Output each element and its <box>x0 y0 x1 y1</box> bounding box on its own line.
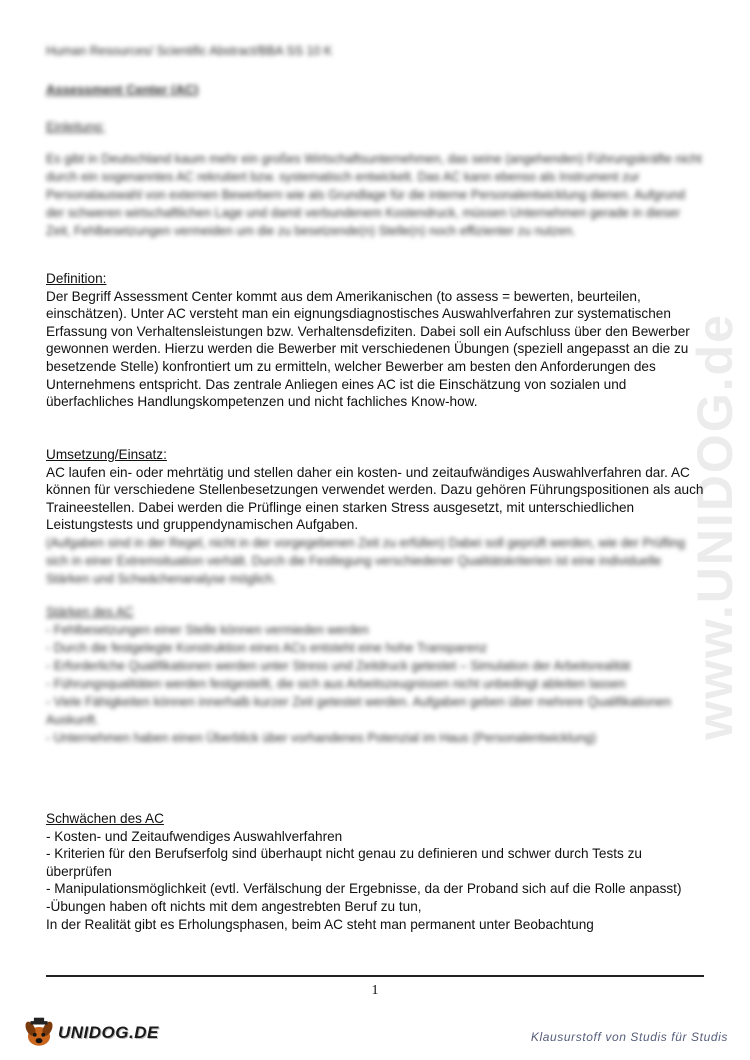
dog-icon <box>22 1016 56 1050</box>
definition-heading: Definition: <box>46 271 107 286</box>
umsetzung-text: AC laufen ein- oder mehrtätig und stellen daher ein kosten- und zeitaufwändiges Auswahlverfahren dar. AC können für verschiedene Stellenbesetzungen verwendet werden. Dazu gehören Führungspositionen als auch Traineestellen. Dabei werden die Prüflinge einen starken Stress ausgesetzt, mit unterschiedlichen Leistungstests und gruppendynamischen Aufgaben. <box>46 464 704 533</box>
intro-heading: Einleitung: <box>46 120 105 134</box>
definition-text: Der Begriff Assessment Center kommt aus dem Amerikanischen (to assess = bewerten, beurteilen, einschätzen). Unter AC versteht man ein eignungsdiagnostisches Auswahlverfahren zur systematischen Erfassung von Verhaltensleistungen bzw. Verhaltensdefiziten. Dabei soll ein Aufschluss über den Bewerber gewonnen werden. Hierzu werden die Bewerber mit verschiedenen Übungen (speziell angepasst an die zu besetzende Stelle) konfrontiert um zu ermitteln, welcher Bewerber am besten den Anforderungen des Unternehmens entspricht. Das zentrale Anliegen eines AC ist die Einschätzung von sozialen und überfachliches Handlungskompetenzen und nicht fachliches Know-how. <box>46 288 690 410</box>
definition-section <box>46 270 706 411</box>
footer-slogan: Klausurstoff von Studis für Studis <box>530 1030 728 1044</box>
page-number: 1 <box>371 983 379 998</box>
schwaechen-section <box>46 810 706 933</box>
intro-section <box>46 118 706 240</box>
logo-text: UNIDOG.DE <box>58 1023 159 1042</box>
list-item: - Viele Fähigkeiten können innerhalb kurzer Zeit getestet werden. Aufgaben geben über mehrere Qualifikationen Auskunft. <box>46 695 671 727</box>
schwaechen-heading: Schwächen des AC <box>46 811 164 826</box>
list-item: - Manipulationsmöglichkeit (evtl. Verfälschung der Ergebnisse, da der Proband sich auf die Rolle anpasst) <box>46 881 682 897</box>
list-item: -Übungen haben oft nichts mit dem angestrebten Beruf zu tun, <box>46 898 422 914</box>
list-item: - Kriterien für den Berufserfolg sind überhaupt nicht genau zu definieren und schwer durch Tests zu überprüfen <box>46 846 642 879</box>
list-item: - Führungsqualitäten werden festgestellt, die sich aus Arbeitszeugnissen nicht unbedingt ableiten lassen <box>46 677 626 691</box>
list-item: - Erforderliche Qualifikationen werden unter Stress und Zeitdruck getestet – Simulation der Arbeitsrealität <box>46 659 631 673</box>
unidog-logo <box>22 1015 159 1051</box>
footer-divider <box>46 975 704 977</box>
document-title: Assessment Center (AC) <box>46 82 199 97</box>
watermark-text: www.UNIDOG.de <box>687 313 743 740</box>
list-item: - Durch die festgelegte Konstruktion eines ACs entsteht eine hohe Transparenz <box>46 641 488 655</box>
umsetzung-section <box>46 446 706 588</box>
list-item: In der Realität gibt es Erholungsphasen, beim AC steht man permanent unter Beobachtung <box>46 916 594 932</box>
staerken-heading: Stärken des AC <box>46 605 134 619</box>
list-item: - Fehlbesetzungen einer Stelle können vermieden werden <box>46 623 369 637</box>
list-item: - Unternehmen haben einen Überblick über vorhandenes Potenzial im Haus (Personalentwicklung) <box>46 731 597 745</box>
course-header: Human Resources/ Scientific Abstract/BBA SS 10 K <box>46 44 333 58</box>
intro-text: Es gibt in Deutschland kaum mehr ein großes Wirtschaftsunternehmen, das seine (angehenden) Führungskräfte nicht durch ein sogenanntes AC rekrutiert bzw. systematisch entwickelt. Das AC kann ebenso als Instrument zur Personalauswahl von externen Bewerbern wie als Grundlage für die interne Personalentwicklung dienen. Aufgrund der schweren wirtschaftlichen Lage und damit verbundenem Kostendruck, müssen Unternehmen gerade in dieser Zeit, Fehlbesetzungen vermeiden um die zu besetzende(n) Stelle(n) noch effizienter zu nutzen. <box>46 152 702 238</box>
staerken-section <box>46 603 706 747</box>
umsetzung-heading: Umsetzung/Einsatz: <box>46 447 167 462</box>
list-item: - Kosten- und Zeitaufwendiges Auswahlverfahren <box>46 828 343 844</box>
umsetzung-blurred-text: (Aufgaben sind in der Regel, nicht in der vorgegebenen Zeit zu erfüllen) Dabei soll geprüft werden, wie der Prüfling sich in einer Extremsituation verhält. Durch die Festlegung verschiedener Qualitätskriterien ist eine individuelle Stärken und Schwächenanalyse möglich. <box>46 535 686 586</box>
